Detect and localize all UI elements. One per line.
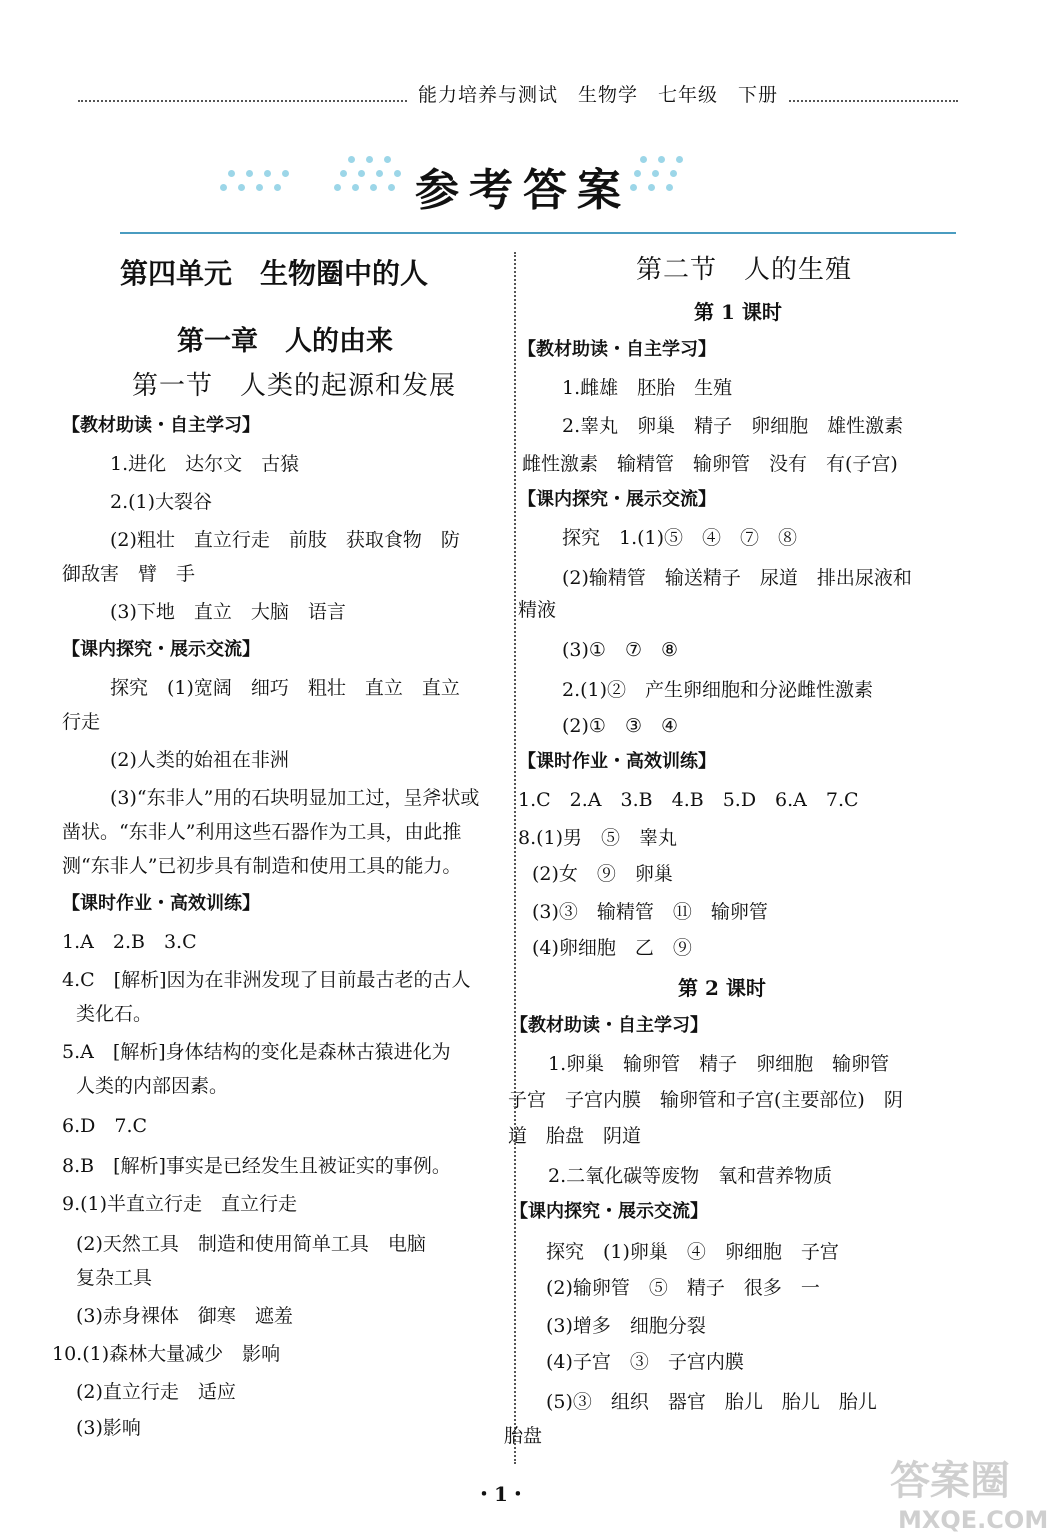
answer-line: (2)天然工具 制造和使用简单工具 电脑 xyxy=(76,1233,426,1255)
answer-line: 9.(1)半直立行走 直立行走 xyxy=(62,1193,298,1215)
answer-line: 复杂工具 xyxy=(76,1267,153,1289)
answer-line: 道 胎盘 阴道 xyxy=(508,1125,642,1147)
answer-line: 探究 1.(1)⑤ ④ ⑦ ⑧ xyxy=(562,527,798,549)
answer-line: (3)增多 细胞分裂 xyxy=(546,1315,706,1337)
answer-line: 1.雌雄 胚胎 生殖 xyxy=(562,377,733,399)
answer-line: (2)输卵管 ⑤ 精子 很多 一 xyxy=(546,1277,820,1299)
answer-line: 测“东非人”已初步具有制造和使用工具的能力。 xyxy=(62,855,462,877)
answer-line: 5.A [解析]身体结构的变化是森林古猿进化为 xyxy=(62,1041,451,1063)
answer-line: 类化石。 xyxy=(76,1003,153,1025)
watermark-line1: 答案圈 xyxy=(890,1458,1010,1504)
answer-line: 4.C [解析]因为在非洲发现了目前最古老的古人 xyxy=(62,969,471,991)
answer-line: (5)③ 组织 器官 胎儿 胎儿 胎儿 xyxy=(546,1391,877,1413)
answer-line: 雌性激素 输精管 输卵管 没有 有(子宫) xyxy=(522,453,898,475)
section-tag: 【课内探究・展示交流】 xyxy=(62,639,260,660)
answer-line: (3)影响 xyxy=(76,1417,141,1439)
header-text: 能力培养与测试 生物学 七年级 下册 xyxy=(408,80,788,107)
answer-line: (2)直立行走 适应 xyxy=(76,1381,236,1403)
answer-line: 精液 xyxy=(518,599,557,621)
answer-line: 1.A 2.B 3.C xyxy=(62,931,197,953)
answer-line: 子宫 子宫内膜 输卵管和子宫(主要部位) 阴 xyxy=(508,1089,903,1111)
answer-line: 凿状。“东非人”利用这些石器作为工具，由此推 xyxy=(62,821,462,843)
answer-line: 胎盘 xyxy=(504,1425,543,1447)
answer-line: 行走 xyxy=(62,711,101,733)
heading: 第一章 人的由来 xyxy=(177,326,393,357)
answer-line: (2)人类的始祖在非洲 xyxy=(110,749,289,771)
answer-line: 2.(1)② 产生卵细胞和分泌雌性激素 xyxy=(562,679,874,701)
answer-line: 探究 (1)宽阔 细巧 粗壮 直立 直立 xyxy=(110,677,460,699)
answer-line: 2.(1)大裂谷 xyxy=(110,491,213,513)
page-number: ・1・ xyxy=(474,1482,528,1506)
heading: 第 1 课时 xyxy=(694,300,782,324)
answer-line: (2)输精管 输送精子 尿道 排出尿液和 xyxy=(562,567,912,589)
answer-line: 探究 (1)卵巢 ④ 卵细胞 子宫 xyxy=(546,1241,839,1263)
answer-line: 1.C 2.A 3.B 4.B 5.D 6.A 7.C xyxy=(518,789,859,811)
title-band xyxy=(120,134,956,234)
answer-line: (2)① ③ ④ xyxy=(562,715,679,737)
heading: 第四单元 生物圈中的人 xyxy=(120,257,429,290)
section-tag: 【课时作业・高效训练】 xyxy=(62,893,260,914)
answer-line: (2)女 ⑨ 卵巢 xyxy=(532,863,673,885)
section-tag: 【教材助读・自主学习】 xyxy=(62,415,260,436)
answer-line: 2.二氧化碳等废物 氧和营养物质 xyxy=(548,1165,833,1187)
answer-line: 1.进化 达尔文 古猿 xyxy=(110,453,300,475)
answer-line: (2)粗壮 直立行走 前肢 获取食物 防 xyxy=(110,529,460,551)
answer-line: (3)③ 输精管 ⑪ 输卵管 xyxy=(532,901,768,923)
heading: 第二节 人的生殖 xyxy=(636,255,853,285)
title-rule xyxy=(120,232,956,234)
running-header xyxy=(78,80,958,108)
answer-line: (4)子宫 ③ 子宫内膜 xyxy=(546,1351,744,1373)
answer-line: 人类的内部因素。 xyxy=(76,1075,229,1097)
answer-line: 2.睾丸 卵巢 精子 卵细胞 雄性激素 xyxy=(562,415,904,437)
section-tag: 【课时作业・高效训练】 xyxy=(518,751,716,772)
answer-line: 6.D 7.C xyxy=(62,1115,148,1137)
answer-line: (4)卵细胞 乙 ⑨ xyxy=(532,937,692,959)
answer-line: 1.卵巢 输卵管 精子 卵细胞 输卵管 xyxy=(548,1053,890,1075)
section-tag: 【课内探究・展示交流】 xyxy=(510,1201,708,1222)
answer-line: (3)下地 直立 大脑 语言 xyxy=(110,601,346,623)
answer-line: 8.B [解析]事实是已经发生且被证实的事例。 xyxy=(62,1155,451,1177)
answer-line: 8.(1)男 ⑤ 睾丸 xyxy=(518,827,678,849)
section-tag: 【课内探究・展示交流】 xyxy=(518,489,716,510)
answer-line: (3)赤身裸体 御寒 遮羞 xyxy=(76,1305,293,1327)
answer-line: 御敌害 臂 手 xyxy=(62,563,196,585)
watermark-logo xyxy=(884,1450,1054,1534)
heading: 第一节 人类的起源和发展 xyxy=(132,371,457,401)
answer-line: (3)“东非人”用的石块明显加工过，呈斧状或 xyxy=(110,787,480,809)
answer-line: (3)① ⑦ ⑧ xyxy=(562,639,679,661)
page-title: 参考答案 xyxy=(415,165,631,216)
heading: 第 2 课时 xyxy=(678,976,766,1000)
section-tag: 【教材助读・自主学习】 xyxy=(518,339,716,360)
watermark-line2: MXQE.COM xyxy=(898,1506,1049,1534)
answer-line: 10.(1)森林大量减少 影响 xyxy=(52,1343,281,1365)
section-tag: 【教材助读・自主学习】 xyxy=(510,1015,708,1036)
column-divider xyxy=(514,252,516,1464)
